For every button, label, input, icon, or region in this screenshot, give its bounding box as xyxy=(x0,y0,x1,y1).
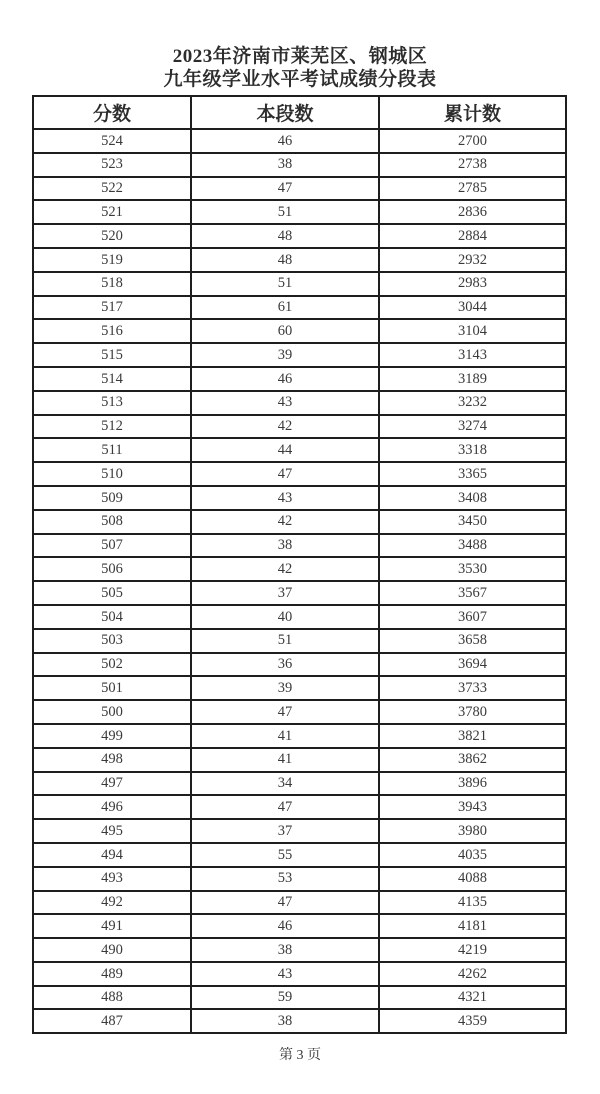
table-row xyxy=(33,748,566,772)
table-row xyxy=(33,510,566,534)
score-cell: 493 xyxy=(33,867,191,891)
score-cell: 524 xyxy=(33,129,191,153)
header-segment-count: 本段数 xyxy=(191,96,379,129)
score-cell: 514 xyxy=(33,367,191,391)
segment-count-cell: 47 xyxy=(191,795,379,819)
score-cell: 501 xyxy=(33,676,191,700)
segment-count-cell: 46 xyxy=(191,367,379,391)
score-cell: 490 xyxy=(33,938,191,962)
segment-count-cell: 41 xyxy=(191,748,379,772)
cumulative-count-cell: 3408 xyxy=(379,486,566,510)
cumulative-count-cell: 3274 xyxy=(379,415,566,439)
cumulative-count-cell: 3943 xyxy=(379,795,566,819)
table-row xyxy=(33,795,566,819)
score-cell: 500 xyxy=(33,700,191,724)
cumulative-count-cell: 3733 xyxy=(379,676,566,700)
segment-count-cell: 38 xyxy=(191,534,379,558)
segment-count-cell: 51 xyxy=(191,272,379,296)
segment-count-cell: 42 xyxy=(191,510,379,534)
segment-count-cell: 37 xyxy=(191,581,379,605)
score-cell: 487 xyxy=(33,1009,191,1033)
table-row xyxy=(33,724,566,748)
table-row xyxy=(33,153,566,177)
table-body xyxy=(33,129,566,1033)
segment-count-cell: 47 xyxy=(191,891,379,915)
segment-count-cell: 40 xyxy=(191,605,379,629)
cumulative-count-cell: 2932 xyxy=(379,248,566,272)
cumulative-count-cell: 4135 xyxy=(379,891,566,915)
table-row xyxy=(33,438,566,462)
score-cell: 489 xyxy=(33,962,191,986)
segment-count-cell: 38 xyxy=(191,938,379,962)
score-cell: 491 xyxy=(33,914,191,938)
score-cell: 498 xyxy=(33,748,191,772)
table-row xyxy=(33,700,566,724)
segment-count-cell: 41 xyxy=(191,724,379,748)
score-cell: 502 xyxy=(33,653,191,677)
title-line-1: 2023年济南市莱芜区、钢城区 xyxy=(172,46,428,67)
table-row xyxy=(33,819,566,843)
score-cell: 518 xyxy=(33,272,191,296)
header-row xyxy=(33,96,566,129)
score-cell: 499 xyxy=(33,724,191,748)
table-row xyxy=(33,986,566,1010)
cumulative-count-cell: 3450 xyxy=(379,510,566,534)
cumulative-count-cell: 4088 xyxy=(379,867,566,891)
segment-count-cell: 39 xyxy=(191,343,379,367)
cumulative-count-cell: 3980 xyxy=(379,819,566,843)
cumulative-count-cell: 3104 xyxy=(379,319,566,343)
table-row xyxy=(33,867,566,891)
segment-count-cell: 53 xyxy=(191,867,379,891)
segment-count-cell: 47 xyxy=(191,462,379,486)
score-cell: 494 xyxy=(33,843,191,867)
segment-count-cell: 61 xyxy=(191,296,379,320)
header-score: 分数 xyxy=(33,96,191,129)
segment-count-cell: 48 xyxy=(191,224,379,248)
cumulative-count-cell: 3658 xyxy=(379,629,566,653)
title-line-2: 九年级学业水平考试成绩分段表 xyxy=(163,69,437,90)
table-row xyxy=(33,415,566,439)
cumulative-count-cell: 4219 xyxy=(379,938,566,962)
score-cell: 521 xyxy=(33,200,191,224)
cumulative-count-cell: 2884 xyxy=(379,224,566,248)
cumulative-count-cell: 3232 xyxy=(379,391,566,415)
cumulative-count-cell: 3044 xyxy=(379,296,566,320)
table-row xyxy=(33,177,566,201)
score-table xyxy=(32,95,567,1034)
score-cell: 492 xyxy=(33,891,191,915)
table-row xyxy=(33,462,566,486)
cumulative-count-cell: 3488 xyxy=(379,534,566,558)
cumulative-count-cell: 3567 xyxy=(379,581,566,605)
table-row xyxy=(33,676,566,700)
score-cell: 510 xyxy=(33,462,191,486)
table-row xyxy=(33,296,566,320)
segment-count-cell: 51 xyxy=(191,629,379,653)
cumulative-count-cell: 4262 xyxy=(379,962,566,986)
page-number: 第 3 页 xyxy=(279,1048,321,1063)
table-row xyxy=(33,581,566,605)
segment-count-cell: 39 xyxy=(191,676,379,700)
header-cumulative-count: 累计数 xyxy=(379,96,566,129)
table-row xyxy=(33,129,566,153)
segment-count-cell: 59 xyxy=(191,986,379,1010)
table-row xyxy=(33,557,566,581)
segment-count-cell: 55 xyxy=(191,843,379,867)
segment-count-cell: 37 xyxy=(191,819,379,843)
table-row xyxy=(33,938,566,962)
cumulative-count-cell: 3318 xyxy=(379,438,566,462)
score-cell: 488 xyxy=(33,986,191,1010)
cumulative-count-cell: 3607 xyxy=(379,605,566,629)
table-row xyxy=(33,200,566,224)
table-row xyxy=(33,391,566,415)
cumulative-count-cell: 3365 xyxy=(379,462,566,486)
table-row xyxy=(33,343,566,367)
score-cell: 504 xyxy=(33,605,191,629)
segment-count-cell: 46 xyxy=(191,914,379,938)
cumulative-count-cell: 3143 xyxy=(379,343,566,367)
segment-count-cell: 38 xyxy=(191,153,379,177)
score-cell: 496 xyxy=(33,795,191,819)
cumulative-count-cell: 3821 xyxy=(379,724,566,748)
table-row xyxy=(33,534,566,558)
segment-count-cell: 38 xyxy=(191,1009,379,1033)
cumulative-count-cell: 2836 xyxy=(379,200,566,224)
segment-count-cell: 43 xyxy=(191,962,379,986)
table-row xyxy=(33,914,566,938)
score-cell: 522 xyxy=(33,177,191,201)
segment-count-cell: 43 xyxy=(191,486,379,510)
score-cell: 517 xyxy=(33,296,191,320)
segment-count-cell: 44 xyxy=(191,438,379,462)
segment-count-cell: 43 xyxy=(191,391,379,415)
segment-count-cell: 47 xyxy=(191,700,379,724)
score-cell: 520 xyxy=(33,224,191,248)
score-cell: 505 xyxy=(33,581,191,605)
segment-count-cell: 47 xyxy=(191,177,379,201)
cumulative-count-cell: 4359 xyxy=(379,1009,566,1033)
score-cell: 508 xyxy=(33,510,191,534)
score-cell: 506 xyxy=(33,557,191,581)
cumulative-count-cell: 3530 xyxy=(379,557,566,581)
table-row xyxy=(33,772,566,796)
score-cell: 511 xyxy=(33,438,191,462)
score-cell: 497 xyxy=(33,772,191,796)
table-row xyxy=(33,605,566,629)
segment-count-cell: 36 xyxy=(191,653,379,677)
table-row xyxy=(33,962,566,986)
segment-count-cell: 46 xyxy=(191,129,379,153)
table-row xyxy=(33,272,566,296)
table-row xyxy=(33,248,566,272)
table-row xyxy=(33,486,566,510)
table-row xyxy=(33,653,566,677)
cumulative-count-cell: 2785 xyxy=(379,177,566,201)
segment-count-cell: 42 xyxy=(191,557,379,581)
table-row xyxy=(33,843,566,867)
table-row xyxy=(33,224,566,248)
segment-count-cell: 42 xyxy=(191,415,379,439)
table-row xyxy=(33,367,566,391)
score-cell: 513 xyxy=(33,391,191,415)
cumulative-count-cell: 3780 xyxy=(379,700,566,724)
score-cell: 507 xyxy=(33,534,191,558)
table-row xyxy=(33,1009,566,1033)
score-cell: 516 xyxy=(33,319,191,343)
score-cell: 509 xyxy=(33,486,191,510)
cumulative-count-cell: 3896 xyxy=(379,772,566,796)
cumulative-count-cell: 4181 xyxy=(379,914,566,938)
score-cell: 523 xyxy=(33,153,191,177)
score-cell: 515 xyxy=(33,343,191,367)
table-row xyxy=(33,891,566,915)
score-cell: 519 xyxy=(33,248,191,272)
document-title xyxy=(0,45,600,91)
segment-count-cell: 34 xyxy=(191,772,379,796)
score-cell: 512 xyxy=(33,415,191,439)
cumulative-count-cell: 4321 xyxy=(379,986,566,1010)
cumulative-count-cell: 3694 xyxy=(379,653,566,677)
table-row xyxy=(33,319,566,343)
cumulative-count-cell: 3189 xyxy=(379,367,566,391)
score-cell: 503 xyxy=(33,629,191,653)
table-row xyxy=(33,629,566,653)
cumulative-count-cell: 4035 xyxy=(379,843,566,867)
segment-count-cell: 51 xyxy=(191,200,379,224)
cumulative-count-cell: 2738 xyxy=(379,153,566,177)
segment-count-cell: 60 xyxy=(191,319,379,343)
segment-count-cell: 48 xyxy=(191,248,379,272)
cumulative-count-cell: 2700 xyxy=(379,129,566,153)
cumulative-count-cell: 2983 xyxy=(379,272,566,296)
cumulative-count-cell: 3862 xyxy=(379,748,566,772)
score-cell: 495 xyxy=(33,819,191,843)
